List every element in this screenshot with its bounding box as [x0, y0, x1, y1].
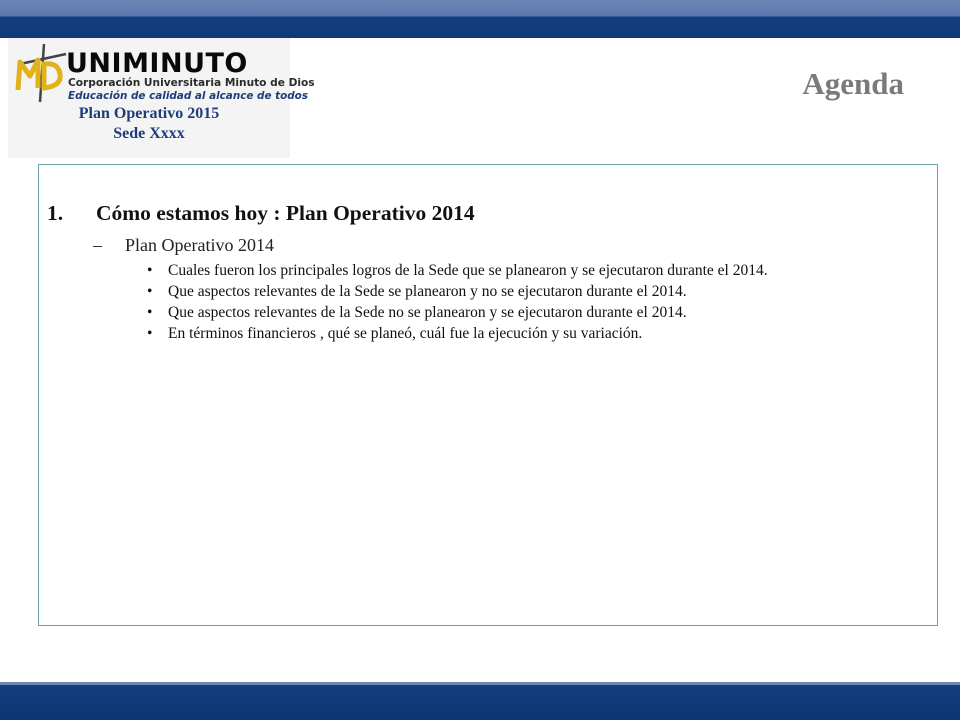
bullet-item: • En términos financieros , qué se planeó, cuál fue la ejecución y su variación.: [147, 326, 931, 341]
agenda-item-heading: Cómo estamos hoy : Plan Operativo 2014: [96, 201, 475, 225]
subitem-marker: –: [93, 235, 102, 255]
plan-caption: [8, 104, 290, 144]
plan-caption-line1: Plan Operativo 2015: [78, 105, 220, 122]
slide-title: Agenda: [802, 66, 904, 101]
md-cross-icon: [12, 42, 70, 104]
uniminuto-logo: [8, 38, 315, 158]
logo-subtitle: Corporación Universitaria Minuto de Dios: [68, 77, 315, 89]
logo-name: UNIMINUTO: [66, 48, 248, 79]
subitem-heading: Plan Operativo 2014: [125, 235, 274, 255]
bottom-banner: [0, 682, 960, 720]
logo-tagline: Educación de calidad al alcance de todos: [68, 90, 309, 102]
agenda-subitem: [93, 235, 274, 256]
top-banner: [0, 0, 960, 38]
bullet-item: • Que aspectos relevantes de la Sede se planearon y no se ejecutaron durante el 2014.: [147, 284, 931, 299]
bullet-item: • Que aspectos relevantes de la Sede no se planearon y se ejecutaron durante el 2014.: [147, 305, 931, 320]
agenda-content: [38, 164, 938, 626]
bullet-item: • Cuales fueron los principales logros de la Sede que se planearon y se ejecutaron durante el 2014.: [147, 263, 931, 278]
agenda-item-number: 1.: [47, 201, 64, 225]
bullet-list: [147, 263, 931, 347]
agenda-item-1: [47, 201, 475, 226]
plan-caption-line2: Sede Xxxx: [113, 125, 185, 142]
